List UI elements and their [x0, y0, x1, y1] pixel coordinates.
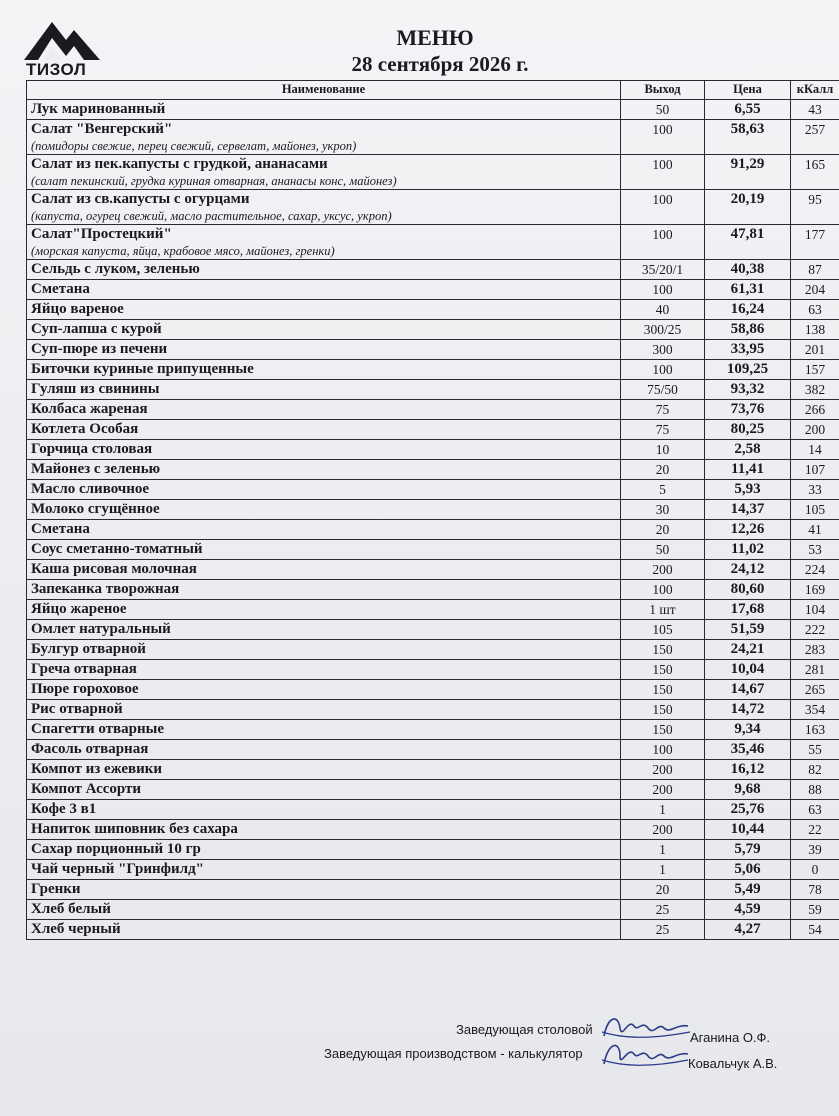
dish-output: 300/25 [621, 320, 705, 340]
dish-output: 100 [621, 740, 705, 760]
dish-output: 150 [621, 660, 705, 680]
dish-kcal: 224 [791, 560, 839, 580]
table-row [27, 580, 839, 600]
dish-name: Яйцо вареное [31, 301, 124, 317]
dish-price: 14,72 [705, 700, 791, 720]
dish-price: 10,44 [705, 820, 791, 840]
table-row [27, 620, 839, 640]
dish-name: Масло сливочное [31, 481, 150, 497]
dish-name-cell [27, 340, 621, 360]
dish-name: Соус сметанно-томатный [31, 541, 203, 557]
dish-output: 1 [621, 800, 705, 820]
dish-name-cell [27, 280, 621, 300]
dish-name: Сметана [31, 521, 90, 537]
dish-output: 50 [621, 540, 705, 560]
table-row [27, 860, 839, 880]
table-row [27, 700, 839, 720]
dish-name-cell [27, 660, 621, 680]
dish-name: Майонез с зеленью [31, 461, 161, 477]
dish-kcal: 59 [791, 900, 839, 920]
dish-price: 14,67 [705, 680, 791, 700]
dish-name-cell [27, 760, 621, 780]
table-row [27, 720, 839, 740]
dish-ingredients: (помидоры свежие, перец свежий, сервелат, майонез, укроп) [31, 139, 357, 153]
table-row [27, 780, 839, 800]
dish-output: 20 [621, 460, 705, 480]
dish-name: Кофе 3 в1 [31, 801, 97, 817]
table-row [27, 400, 839, 420]
dish-kcal: 63 [791, 300, 839, 320]
dish-name: Фасоль отварная [31, 741, 149, 757]
dish-kcal: 138 [791, 320, 839, 340]
dish-name: Омлет натуральный [31, 621, 171, 637]
dish-name-cell [27, 360, 621, 380]
dish-price: 93,32 [705, 380, 791, 400]
dish-name: Гуляш из свинины [31, 381, 160, 397]
dish-kcal: 33 [791, 480, 839, 500]
dish-output: 20 [621, 880, 705, 900]
dish-ingredients: (капуста, огурец свежий, масло растительное, сахар, уксус, укроп) [31, 209, 392, 223]
dish-output: 40 [621, 300, 705, 320]
dish-output: 75 [621, 400, 705, 420]
table-row [27, 500, 839, 520]
dish-price: 24,12 [705, 560, 791, 580]
dish-price: 4,59 [705, 900, 791, 920]
dish-price: 5,79 [705, 840, 791, 860]
table-row [27, 540, 839, 560]
dish-output: 100 [621, 120, 705, 155]
dish-name: Спагетти отварные [31, 721, 165, 737]
dish-name: Салат "Венгерский" [31, 121, 173, 137]
table-row [27, 600, 839, 620]
dish-name: Яйцо жареное [31, 601, 127, 617]
dish-name-cell [27, 480, 621, 500]
dish-name: Колбаса жареная [31, 401, 148, 417]
dish-name-cell [27, 300, 621, 320]
dish-kcal: 283 [791, 640, 839, 660]
column-header-kcal: кКалл [791, 81, 839, 100]
dish-name-cell [27, 540, 621, 560]
dish-kcal: 14 [791, 440, 839, 460]
dish-price: 20,19 [705, 190, 791, 225]
dish-price: 24,21 [705, 640, 791, 660]
dish-name: Салат"Простецкий" [31, 226, 172, 242]
dish-kcal: 201 [791, 340, 839, 360]
dish-kcal: 82 [791, 760, 839, 780]
dish-price: 58,86 [705, 320, 791, 340]
table-row [27, 300, 839, 320]
dish-kcal: 78 [791, 880, 839, 900]
dish-kcal: 169 [791, 580, 839, 600]
production-head-label: Заведующая производством - калькулятор [324, 1046, 583, 1061]
dish-kcal: 105 [791, 500, 839, 520]
dish-price: 6,55 [705, 100, 791, 120]
dish-output: 300 [621, 340, 705, 360]
dish-output: 10 [621, 440, 705, 460]
dish-name-cell [27, 700, 621, 720]
dish-name: Рис отварной [31, 701, 123, 717]
dish-kcal: 177 [791, 225, 839, 260]
dish-kcal: 382 [791, 380, 839, 400]
dish-price: 80,60 [705, 580, 791, 600]
production-head-name: Ковальчук А.В. [688, 1056, 778, 1071]
table-row [27, 740, 839, 760]
dish-price: 4,27 [705, 920, 791, 940]
table-row [27, 155, 839, 190]
dish-ingredients: (морская капуста, яйца, крабовое мясо, майонез, гренки) [31, 244, 335, 258]
column-header-output: Выход [621, 81, 705, 100]
dish-name: Биточки куриные припущенные [31, 361, 254, 377]
dish-price: 10,04 [705, 660, 791, 680]
dish-output: 150 [621, 700, 705, 720]
dish-name: Котлета Особая [31, 421, 139, 437]
dish-kcal: 157 [791, 360, 839, 380]
dish-price: 5,93 [705, 480, 791, 500]
dish-price: 73,76 [705, 400, 791, 420]
dish-name-cell [27, 520, 621, 540]
dish-name: Каша рисовая молочная [31, 561, 197, 577]
dish-name-cell [27, 580, 621, 600]
table-row [27, 100, 839, 120]
dish-output: 100 [621, 280, 705, 300]
dish-kcal: 163 [791, 720, 839, 740]
menu-date: 28 сентября 2026 г. [351, 52, 529, 76]
menu-table [26, 80, 839, 940]
dish-name-cell [27, 800, 621, 820]
column-header-name: Наименование [27, 81, 621, 100]
table-row [27, 560, 839, 580]
dish-price: 80,25 [705, 420, 791, 440]
dish-output: 50 [621, 100, 705, 120]
table-row [27, 520, 839, 540]
dish-name: Хлеб черный [31, 921, 121, 937]
dish-kcal: 53 [791, 540, 839, 560]
dish-output: 25 [621, 920, 705, 940]
dish-kcal: 200 [791, 420, 839, 440]
dish-name: Сметана [31, 281, 90, 297]
dish-output: 30 [621, 500, 705, 520]
dish-name-cell [27, 420, 621, 440]
table-row [27, 190, 839, 225]
dish-name-cell [27, 920, 621, 940]
table-row [27, 480, 839, 500]
dish-output: 150 [621, 720, 705, 740]
table-row [27, 840, 839, 860]
table-row [27, 380, 839, 400]
dish-price: 25,76 [705, 800, 791, 820]
dish-name: Компот Ассорти [31, 781, 142, 797]
table-row [27, 260, 839, 280]
dish-output: 100 [621, 580, 705, 600]
dish-name-cell [27, 190, 621, 225]
dish-kcal: 41 [791, 520, 839, 540]
dish-name: Салат из пек.капусты с грудкой, ананасами [31, 156, 328, 172]
dish-output: 100 [621, 225, 705, 260]
dish-price: 11,41 [705, 460, 791, 480]
table-row [27, 340, 839, 360]
dish-name-cell [27, 440, 621, 460]
dish-name-cell [27, 640, 621, 660]
dish-price: 40,38 [705, 260, 791, 280]
dish-name: Хлеб белый [31, 901, 111, 917]
dish-name-cell [27, 400, 621, 420]
dish-price: 12,26 [705, 520, 791, 540]
dish-price: 9,68 [705, 780, 791, 800]
dish-kcal: 265 [791, 680, 839, 700]
signature-production-head [598, 1036, 692, 1072]
dish-price: 14,37 [705, 500, 791, 520]
dish-kcal: 95 [791, 190, 839, 225]
dish-kcal: 39 [791, 840, 839, 860]
column-header-price: Цена [705, 81, 791, 100]
dish-output: 200 [621, 780, 705, 800]
dish-name-cell [27, 880, 621, 900]
dish-output: 200 [621, 760, 705, 780]
dish-name: Сахар порционный 10 гр [31, 841, 201, 857]
dish-price: 91,29 [705, 155, 791, 190]
dish-kcal: 43 [791, 100, 839, 120]
dish-name: Молоко сгущённое [31, 501, 160, 517]
table-row [27, 660, 839, 680]
dish-kcal: 281 [791, 660, 839, 680]
dish-kcal: 104 [791, 600, 839, 620]
dish-price: 58,63 [705, 120, 791, 155]
dish-kcal: 55 [791, 740, 839, 760]
dish-name: Пюре гороховое [31, 681, 139, 697]
dish-ingredients: (салат пекинский, грудка куриная отварная, ананасы конс, майонез) [31, 174, 397, 188]
dish-name-cell [27, 225, 621, 260]
dish-output: 150 [621, 640, 705, 660]
dish-name-cell [27, 120, 621, 155]
dish-price: 61,31 [705, 280, 791, 300]
menu-table-body [27, 100, 839, 940]
dish-price: 109,25 [705, 360, 791, 380]
dish-name: Горчица столовая [31, 441, 153, 457]
dish-kcal: 222 [791, 620, 839, 640]
dish-output: 200 [621, 560, 705, 580]
dish-output: 100 [621, 360, 705, 380]
dish-name: Суп-лапша с курой [31, 321, 162, 337]
dish-price: 35,46 [705, 740, 791, 760]
logo-text: ТИЗОЛ [26, 60, 87, 79]
table-row [27, 920, 839, 940]
dish-kcal: 88 [791, 780, 839, 800]
canteen-head-name: Аганина О.Ф. [690, 1030, 771, 1045]
dish-kcal: 257 [791, 120, 839, 155]
dish-name: Запеканка творожная [31, 581, 180, 597]
dish-kcal: 107 [791, 460, 839, 480]
dish-output: 75 [621, 420, 705, 440]
dish-price: 2,58 [705, 440, 791, 460]
page-title: МЕНЮ [396, 25, 474, 50]
dish-output: 105 [621, 620, 705, 640]
dish-price: 16,12 [705, 760, 791, 780]
canteen-head-label: Заведующая столовой [456, 1022, 593, 1037]
dish-name-cell [27, 900, 621, 920]
dish-output: 75/50 [621, 380, 705, 400]
dish-price: 9,34 [705, 720, 791, 740]
dish-output: 200 [621, 820, 705, 840]
table-row [27, 120, 839, 155]
dish-name-cell [27, 100, 621, 120]
dish-name-cell [27, 840, 621, 860]
table-row [27, 760, 839, 780]
dish-name: Салат из св.капусты с огурцами [31, 191, 250, 207]
table-header-row [27, 81, 839, 100]
table-row [27, 640, 839, 660]
dish-name: Сельдь с луком, зеленью [31, 261, 200, 277]
dish-price: 51,59 [705, 620, 791, 640]
dish-name-cell [27, 860, 621, 880]
dish-price: 17,68 [705, 600, 791, 620]
dish-name-cell [27, 600, 621, 620]
table-row [27, 820, 839, 840]
dish-kcal: 266 [791, 400, 839, 420]
table-row [27, 880, 839, 900]
dish-name: Греча отварная [31, 661, 137, 677]
dish-output: 20 [621, 520, 705, 540]
dish-name-cell [27, 380, 621, 400]
dish-kcal: 354 [791, 700, 839, 720]
dish-output: 1 [621, 840, 705, 860]
dish-name-cell [27, 560, 621, 580]
dish-output: 5 [621, 480, 705, 500]
dish-price: 5,49 [705, 880, 791, 900]
table-row [27, 420, 839, 440]
dish-name-cell [27, 500, 621, 520]
table-row [27, 800, 839, 820]
dish-name-cell [27, 260, 621, 280]
dish-output: 1 [621, 860, 705, 880]
dish-price: 16,24 [705, 300, 791, 320]
dish-name-cell [27, 780, 621, 800]
dish-output: 100 [621, 190, 705, 225]
dish-name: Чай черный "Гринфилд" [31, 861, 205, 877]
dish-output: 25 [621, 900, 705, 920]
dish-kcal: 63 [791, 800, 839, 820]
dish-kcal: 22 [791, 820, 839, 840]
dish-name: Напиток шиповник без сахара [31, 821, 238, 837]
dish-price: 11,02 [705, 540, 791, 560]
dish-name-cell [27, 155, 621, 190]
dish-name-cell [27, 460, 621, 480]
dish-price: 5,06 [705, 860, 791, 880]
table-row [27, 360, 839, 380]
table-row [27, 680, 839, 700]
dish-kcal: 204 [791, 280, 839, 300]
dish-name: Гренки [31, 881, 81, 897]
dish-name: Суп-пюре из печени [31, 341, 168, 357]
dish-price: 33,95 [705, 340, 791, 360]
dish-output: 35/20/1 [621, 260, 705, 280]
dish-name-cell [27, 620, 621, 640]
dish-name-cell [27, 720, 621, 740]
table-row [27, 280, 839, 300]
table-row [27, 225, 839, 260]
table-row [27, 900, 839, 920]
dish-output: 1 шт [621, 600, 705, 620]
dish-name-cell [27, 740, 621, 760]
dish-kcal: 87 [791, 260, 839, 280]
table-row [27, 320, 839, 340]
dish-name-cell [27, 320, 621, 340]
dish-output: 150 [621, 680, 705, 700]
dish-name-cell [27, 680, 621, 700]
dish-name-cell [27, 820, 621, 840]
dish-name: Лук маринованный [31, 101, 166, 117]
dish-name: Булгур отварной [31, 641, 146, 657]
dish-kcal: 0 [791, 860, 839, 880]
dish-kcal: 54 [791, 920, 839, 940]
table-row [27, 460, 839, 480]
dish-output: 100 [621, 155, 705, 190]
dish-name: Компот из ежевики [31, 761, 163, 777]
dish-kcal: 165 [791, 155, 839, 190]
dish-price: 47,81 [705, 225, 791, 260]
table-row [27, 440, 839, 460]
